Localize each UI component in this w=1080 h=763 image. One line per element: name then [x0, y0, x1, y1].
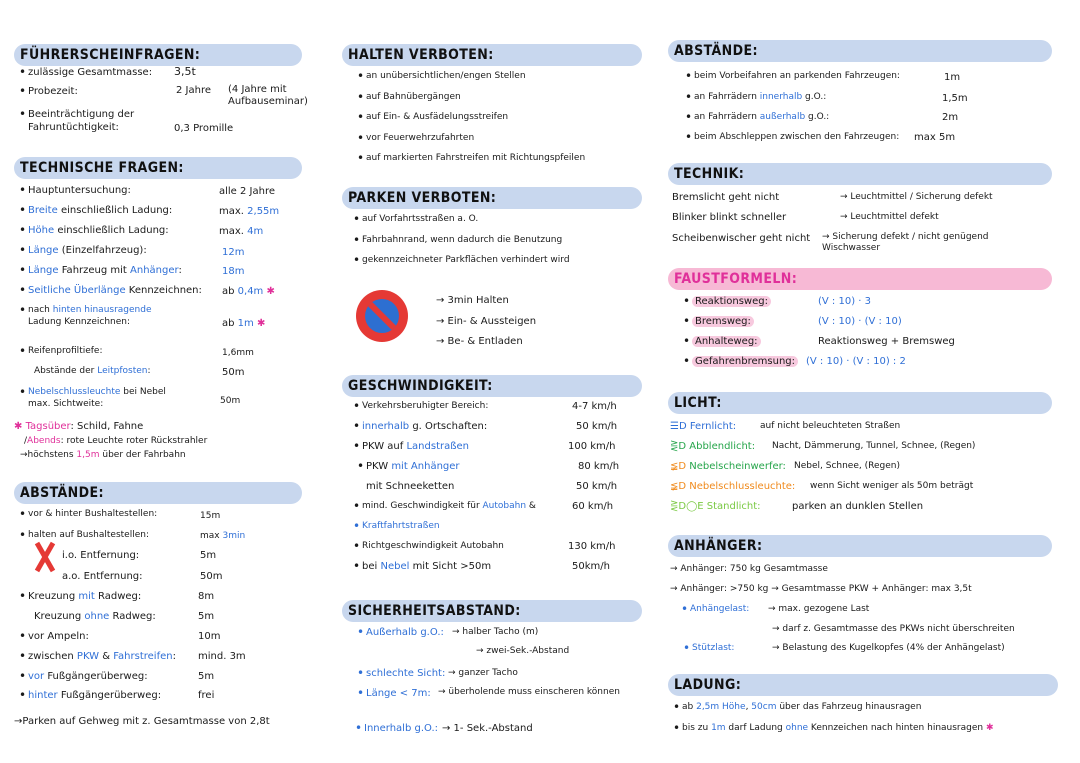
list-item: • Länge Fahrzeug mit Anhänger: — [28, 264, 182, 277]
list-item: • beim Vorbeifahren an parkenden Fahrzeugen: — [694, 70, 900, 83]
list-item: • auf Bahnübergängen — [366, 91, 461, 104]
section-title: FAUSTFORMELN: — [668, 268, 1052, 290]
list-item: • Breite einschließlich Ladung: — [28, 204, 172, 217]
list-item: • an Fahrrädern innerhalb g.O.: — [694, 91, 826, 104]
list-item: ☰D Fernlicht: — [670, 421, 737, 432]
list-item: i.o. Entfernung: — [62, 550, 140, 561]
item-value: 0,3 Promille — [174, 123, 234, 134]
list-item: ⋛D◯E Standlicht: — [670, 501, 761, 512]
fernlicht-icon: ☰D — [670, 421, 690, 432]
nebelschlussleuchte-icon: ≨D — [670, 481, 690, 492]
item-value: wenn Sicht weniger als 50m beträgt — [810, 481, 974, 491]
section-faustformeln — [668, 268, 1052, 367]
item-value: 5m — [198, 611, 215, 622]
item-value: parken an dunklen Stellen — [792, 501, 924, 512]
list-item: • PKW mit Anhänger — [366, 460, 460, 473]
item-value: 50 km/h — [576, 481, 618, 492]
list-item: • Seitliche Überlänge Kennzeichnen: — [28, 284, 202, 297]
item-note: (4 Jahre mit Aufbauseminar) — [228, 84, 308, 107]
footer-note: →Parken auf Gehweg mit z. Gesamtmasse von 2,8t — [14, 716, 270, 727]
list-item: • Anhängelast: — [690, 603, 749, 616]
list-item: • Bremsweg: — [692, 315, 754, 328]
list-item: • zulässige Gesamtmasse: — [28, 66, 152, 79]
list-item: • vor Ampeln: — [28, 630, 89, 643]
item-value: 50m — [200, 571, 223, 582]
list-item: Blinker blinkt schneller — [672, 212, 787, 223]
section-title: FÜHRERSCHEINFRAGEN: — [14, 44, 302, 66]
list-item: mit Schneeketten — [366, 481, 455, 492]
item-value: max 3min — [200, 531, 246, 541]
list-item: • Fahrbahnrand, wenn dadurch die Benutzung — [362, 234, 562, 247]
item-value: 18m — [222, 266, 245, 277]
list-item: • Reaktionsweg: — [692, 295, 771, 308]
item-value: 130 km/h — [568, 541, 616, 552]
item-value: ab 1m ✱ — [222, 318, 266, 329]
list-item: • Hauptuntersuchung: — [28, 184, 131, 197]
item-value: 2 Jahre — [176, 85, 211, 96]
list-item: • vor & hinter Bushaltestellen: — [28, 508, 157, 521]
list-item: • bei Nebel mit Sicht >50m — [362, 560, 491, 573]
section-fuehrerschein — [14, 44, 308, 134]
section-title: SICHERHEITSABSTAND: — [342, 600, 642, 622]
sign-note: → Ein- & Aussteigen — [436, 316, 537, 327]
item-value: → ganzer Tacho — [448, 668, 518, 678]
section-title: ABSTÄNDE: — [668, 40, 1052, 62]
list-item: • Probezeit: — [28, 85, 78, 98]
list-item: • PKW auf Landstraßen — [362, 440, 469, 453]
item-value: mind. 3m — [198, 651, 246, 662]
section-abstaende-right — [668, 40, 1052, 143]
item-value: (V : 10) · 3 — [818, 296, 871, 307]
item-value: → zwei-Sek.-Abstand — [476, 646, 570, 656]
section-title: PARKEN VERBOTEN: — [342, 187, 642, 209]
item-value: 1,5m — [942, 93, 968, 104]
section-title: HALTEN VERBOTEN: — [342, 44, 642, 66]
list-item: • schlechte Sicht: — [366, 667, 445, 680]
list-item: Scheibenwischer geht nicht — [672, 233, 811, 244]
list-item: • Länge (Einzelfahrzeug): — [28, 244, 147, 257]
item-value: 1m — [944, 72, 961, 83]
item-value: (V : 10) · (V : 10) : 2 — [806, 356, 906, 367]
item-value: → 1- Sek.-Abstand — [442, 723, 533, 734]
item-value: ab 0,4m ✱ — [222, 286, 275, 297]
item-value: → überholende muss einscheren können — [438, 687, 620, 697]
list-item: • Innerhalb g.O.: — [364, 722, 438, 735]
list-item: • Richtgeschwindigkeit Autobahn — [362, 540, 504, 553]
list-item: ≨D Nebelscheinwerfer: — [670, 461, 786, 472]
item-value: → darf z. Gesamtmasse des PKWs nicht überschreiten — [772, 624, 1015, 634]
section-geschwindigkeit — [342, 375, 642, 572]
list-item: ⋛D Abblendlicht: — [670, 441, 756, 452]
nebelscheinwerfer-icon: ≨D — [670, 461, 690, 472]
standlicht-icon: ⋛D◯E — [670, 501, 707, 512]
list-item: • hinter Fußgängerüberweg: — [28, 689, 161, 702]
item-value: 50m — [220, 396, 241, 406]
star-icon: ✱ — [256, 318, 266, 329]
list-item: • bis zu 1m darf Ladung ohne Kennzeichen nach hinten hinausragen ✱ — [682, 722, 994, 735]
andreaskreuz-icon — [34, 540, 56, 574]
item-value: max. 4m — [219, 226, 264, 237]
list-item: • Verkehrsberuhigter Bereich: — [362, 400, 488, 413]
sign-note: → 3min Halten — [436, 295, 509, 306]
list-item: • innerhalb g. Ortschaften: — [362, 420, 487, 433]
item-value: (V : 10) · (V : 10) — [818, 316, 902, 327]
anhaenger-line1: → Anhänger: 750 kg Gesamtmasse — [670, 564, 828, 574]
note-abends: /Abends: rote Leuchte roter Rückstrahler — [24, 436, 208, 446]
note-hoehe: →höchstens 1,5m über der Fahrbahn — [20, 450, 186, 460]
list-item: • vor Feuerwehrzufahrten — [366, 132, 474, 145]
section-anhaenger — [668, 535, 1052, 653]
item-value: 5m — [198, 671, 215, 682]
list-item: • an Fahrrädern außerhalb g.O.: — [694, 111, 829, 124]
star-icon: ✱ — [266, 286, 275, 297]
item-value: max 5m — [914, 132, 956, 143]
item-value: 50km/h — [572, 561, 610, 572]
section-title: ANHÄNGER: — [668, 535, 1052, 557]
item-value: frei — [198, 690, 215, 701]
section-title: TECHNIK: — [668, 163, 1052, 185]
item-value: 60 km/h — [572, 501, 614, 512]
list-item: • Stützlast: — [692, 642, 734, 655]
halteverbot-sign-icon — [356, 290, 408, 342]
list-item: • Höhe einschließlich Ladung: — [28, 224, 169, 237]
abblendlicht-icon: ⋛D — [670, 441, 690, 452]
item-value: auf nicht beleuchteten Straßen — [760, 421, 901, 431]
item-value: → Leuchtmittel / Sicherung defekt — [840, 192, 993, 202]
section-halten — [342, 44, 642, 163]
item-value: max. 2,55m — [219, 206, 280, 217]
item-value: Nebel, Schnee, (Regen) — [794, 461, 900, 471]
list-item: • Kreuzung mit Radweg: — [28, 590, 141, 603]
item-value: 3,5t — [174, 65, 196, 78]
item-value: 100 km/h — [568, 441, 616, 452]
list-item: ≨D Nebelschlussleuchte: — [670, 481, 796, 492]
list-item: • ab 2,5m Höhe, 50cm über das Fahrzeug hinausragen — [682, 701, 921, 714]
list-item: Abstände der Leitpfosten: — [34, 366, 151, 376]
item-value: 50 km/h — [576, 421, 618, 432]
item-value: alle 2 Jahre — [219, 186, 276, 197]
item-value: Nacht, Dämmerung, Tunnel, Schnee, (Regen) — [772, 441, 976, 451]
item-value: → halber Tacho (m) — [452, 627, 539, 637]
item-value: → Sicherung defekt / nicht genügend Wischwasser — [822, 232, 989, 253]
note-tagsueber: ✱ Tagsüber: Schild, Fahne — [14, 421, 144, 432]
list-item: • Reifenprofiltiefe: — [28, 345, 103, 358]
item-value: 2m — [942, 112, 959, 123]
section-technisch — [14, 157, 302, 460]
anhaenger-line2: → Anhänger: >750 kg → Gesamtmasse PKW + Anhänger: max 3,5t — [670, 584, 972, 594]
list-item: • Nebelschlussleuchte bei Nebel max. Sichtweite: — [28, 386, 166, 410]
item-value: 8m — [198, 591, 215, 602]
list-item: • beim Abschleppen zwischen den Fahrzeugen: — [694, 131, 899, 144]
section-sicherheitsabstand — [342, 600, 642, 734]
section-title: LICHT: — [668, 392, 1052, 414]
item-value: 80 km/h — [578, 461, 620, 472]
section-ladung — [668, 674, 1058, 733]
list-item: • an unübersichtlichen/engen Stellen — [366, 70, 526, 83]
list-item: • Anhalteweg: — [692, 335, 761, 348]
item-value: 50m — [222, 367, 245, 378]
item-value: Reaktionsweg + Bremsweg — [818, 336, 955, 347]
list-item: • vor Fußgängerüberweg: — [28, 670, 148, 683]
list-item: • auf markierten Fahrstreifen mit Richtungspfeilen — [366, 152, 585, 165]
list-item: • Kraftfahrtstraßen — [362, 520, 440, 533]
item-value: 15m — [200, 511, 221, 521]
list-item: • auf Ein- & Ausfädelungsstreifen — [366, 111, 508, 124]
item-value: 1,6mm — [222, 348, 254, 358]
list-item: • auf Vorfahrtsstraßen a. O. — [362, 213, 478, 226]
section-parken — [342, 187, 642, 347]
list-item: Kreuzung ohne Radweg: — [34, 611, 156, 622]
list-item: • Beeinträchtigung der Fahruntüchtigkeit: — [28, 108, 158, 134]
section-abstaende-left — [14, 482, 302, 727]
list-item: Bremslicht geht nicht — [672, 192, 780, 203]
section-technik — [668, 163, 1052, 253]
list-item: • Außerhalb g.O.: — [366, 626, 444, 639]
item-value: 12m — [222, 247, 245, 258]
item-value: 4-7 km/h — [572, 401, 617, 412]
sign-note: → Be- & Entladen — [436, 336, 523, 347]
list-item: • Länge < 7m: — [366, 687, 431, 700]
section-title: LADUNG: — [668, 674, 1058, 696]
list-item: • zwischen PKW & Fahrstreifen: — [28, 650, 176, 663]
item-value: → max. gezogene Last — [768, 604, 870, 614]
list-item: • halten auf Bushaltestellen: — [28, 529, 149, 542]
item-value: 10m — [198, 631, 221, 642]
list-item: • gekennzeichneter Parkflächen verhindert wird — [362, 254, 570, 267]
list-item: • Gefahrenbremsung: — [692, 355, 798, 368]
item-value: → Leuchtmittel defekt — [840, 212, 939, 222]
list-item: • mind. Geschwindigkeit für Autobahn & — [362, 500, 536, 513]
section-title: TECHNISCHE FRAGEN: — [14, 157, 302, 179]
section-licht — [668, 392, 1052, 512]
section-title: ABSTÄNDE: — [14, 482, 302, 504]
item-value: 5m — [200, 550, 217, 561]
list-item: a.o. Entfernung: — [62, 571, 143, 582]
list-item: • nach hinten hinausragende Ladung Kennzeichnen: — [28, 304, 152, 328]
item-value: → Belastung des Kugelkopfes (4% der Anhängelast) — [772, 643, 1005, 653]
section-title: GESCHWINDIGKEIT: — [342, 375, 642, 397]
